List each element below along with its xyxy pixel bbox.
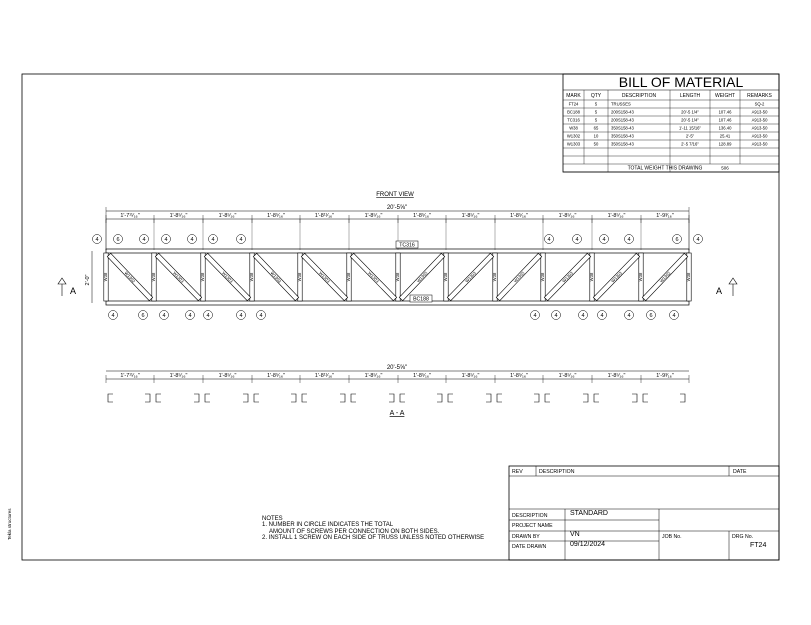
- bom-cell: 350S158-43: [611, 125, 634, 131]
- screw-count-text: 4: [239, 237, 243, 243]
- front-view-label: FRONT VIEW: [376, 192, 414, 198]
- c-profile-right: [389, 394, 394, 402]
- title-block: [509, 466, 779, 560]
- c-profile-left: [254, 394, 259, 402]
- diagonal-web: [593, 253, 640, 300]
- section-dim-text: 1'-8⁵⁄₁₆": [461, 373, 480, 379]
- bottom-chord-label: BC188: [413, 296, 429, 303]
- c-profile-right: [437, 394, 442, 402]
- section-mark-left-text: A: [70, 286, 77, 296]
- bom-cell: W1303: [566, 141, 581, 147]
- diagonal-web: [107, 253, 153, 300]
- c-profile-right: [340, 394, 345, 402]
- bom-cell: 200S158-43: [611, 109, 634, 115]
- diagonal-web-label: W1303: [464, 270, 478, 284]
- panel-dim-texts: [120, 213, 673, 219]
- vertical-web-label: W38: [443, 272, 449, 282]
- bom-total-value: 506: [721, 165, 729, 171]
- section-profiles: [108, 394, 685, 402]
- bom-cell: TC316: [567, 117, 580, 123]
- rev-label: REV: [512, 469, 523, 475]
- screw-count-text: 4: [164, 237, 168, 243]
- bom-cell: 5: [594, 117, 598, 123]
- screw-count-text: 4: [627, 313, 631, 319]
- bom-cell: 350S158-43: [611, 141, 634, 147]
- c-profile-right: [194, 394, 199, 402]
- panel-dim-text: 1'-8⁵⁄₁₆": [510, 213, 528, 219]
- screw-count-text: 4: [259, 313, 263, 319]
- diagonal-web-label: W1303: [366, 270, 380, 284]
- section-dim-text: 1'-8⁵⁄₁₆": [218, 373, 237, 379]
- bom-cell: 200S158-43: [611, 117, 634, 123]
- section-dim-text: 1'-8⁵⁄₁₆": [558, 373, 577, 379]
- screw-count-text: 4: [239, 313, 243, 319]
- panel-dim-text: 1'-8⁵⁄₁₆": [558, 213, 577, 219]
- top-chord: [106, 249, 689, 253]
- screw-count-text: 4: [188, 313, 192, 319]
- diagonal-web-label: W1303: [512, 270, 526, 284]
- date-drawn-label: DATE DRAWN: [512, 544, 547, 550]
- bom-cell: 50: [593, 141, 599, 147]
- c-profile-right: [145, 394, 150, 402]
- project-name-label: PROJECT NAME: [512, 523, 553, 529]
- diagonal-web: [253, 253, 299, 300]
- bom-cell: A913-50: [751, 141, 768, 147]
- section-dim-text: 1'-8⁵⁄₁₆": [169, 373, 188, 379]
- diagonal-web-label: W1303: [220, 270, 234, 284]
- bom-cell: FT24: [568, 101, 579, 107]
- screw-count-text: 4: [211, 237, 215, 243]
- bom-cell: 20'-5 1/4": [681, 109, 699, 115]
- diagonal-web: [350, 253, 397, 300]
- diagonal-web: [399, 253, 445, 300]
- bom-cell: A913-50: [751, 109, 768, 115]
- diagonal-web-label: W1303: [171, 270, 185, 284]
- vertical-web-label: W38: [395, 272, 401, 282]
- bom-cell: BC188: [567, 109, 580, 115]
- vertical-web-label: W38: [638, 272, 644, 282]
- section-dim-text: 1'-8⁵⁄₁₆": [267, 373, 285, 379]
- panel-dim-text: 1'-9³⁄₁₆": [656, 213, 674, 219]
- vertical-web-label: W38: [200, 272, 206, 282]
- screw-count-text: 4: [95, 237, 99, 243]
- screw-count-text: 4: [142, 237, 146, 243]
- vertical-web-label: W38: [103, 272, 109, 282]
- bom-total-label: TOTAL WEIGHT THIS DRAWING: [627, 165, 703, 172]
- sheet-border: [22, 74, 779, 560]
- screw-count-text: 4: [206, 313, 210, 319]
- c-profile-right: [243, 394, 248, 402]
- screw-count-text: 4: [190, 237, 194, 243]
- rev-description-label: DESCRIPTION: [539, 469, 575, 475]
- bom-cell: A913-50: [751, 133, 768, 139]
- bom-header: LENGTH: [679, 93, 701, 99]
- screw-count-text: 4: [627, 237, 631, 243]
- bom-header: REMARKS: [747, 93, 772, 99]
- bom-cell: 2'-5 7/16": [681, 141, 699, 147]
- section-dim-text: 1'-8⁵⁄₁₆": [510, 373, 528, 379]
- bom-cell: SQ-2: [754, 101, 765, 107]
- screw-count-text: 4: [162, 313, 166, 319]
- c-profile-left: [594, 394, 599, 402]
- diagonal-web: [301, 253, 348, 300]
- panel-dim-text: 1'-8⁵⁄₁₆": [218, 213, 237, 219]
- panel-dim-text: 1'-8⁵⁄₁₆": [607, 213, 626, 219]
- bom-cell: 5: [594, 101, 598, 107]
- bom-cell: 107.46: [718, 117, 732, 123]
- bom-cell: W1302: [566, 133, 581, 139]
- overall-dim-text: 20'-5⅝": [386, 205, 408, 211]
- diagonal-web: [544, 253, 591, 300]
- height-dim-text: 2'-0": [85, 274, 91, 286]
- drg-no-value: FT24: [750, 542, 767, 549]
- job-no-label: JOB No.: [662, 534, 682, 540]
- bom-header: DESCRIPTION: [621, 93, 657, 99]
- c-profile-left: [448, 394, 453, 402]
- screw-count-text: 4: [672, 313, 676, 319]
- vertical-web-label: W38: [151, 272, 157, 282]
- vertical-web-label: W38: [686, 272, 692, 282]
- vertical-web-label: W38: [492, 272, 498, 282]
- bom-cell: W38: [569, 125, 578, 131]
- bom-cell: 2'-5": [685, 133, 695, 139]
- section-dim-texts: [120, 373, 673, 379]
- vertical-web-label: W38: [297, 272, 303, 282]
- screw-count-text: 4: [554, 313, 558, 319]
- screw-count-text: 6: [675, 237, 679, 243]
- diagonal-web: [642, 253, 688, 300]
- c-profile-left: [108, 394, 113, 402]
- notes: [262, 516, 484, 541]
- screw-count-text: 4: [696, 237, 700, 243]
- screw-count-text: 6: [116, 237, 120, 243]
- bom-cell: A913-50: [751, 117, 768, 123]
- c-profile-left: [545, 394, 550, 402]
- section-dim-text: 1'-8⁵⁄₁₆": [364, 373, 383, 379]
- diagonal-web-label: W1303: [610, 270, 624, 284]
- section-mark-right: [716, 278, 737, 296]
- screw-count-text: 6: [649, 313, 653, 319]
- screw-count-text: 4: [602, 237, 606, 243]
- section-mark-right-text: A: [716, 286, 723, 296]
- bom-title: BILL OF MATERIAL: [618, 74, 744, 90]
- screw-count-text: 4: [533, 313, 537, 319]
- bottom-chord: [106, 301, 689, 305]
- bom-cell: 350S158-43: [611, 133, 634, 139]
- diagonal-web-label: W1303: [269, 270, 283, 284]
- c-profile-left: [643, 394, 648, 402]
- note-line-1: 1. NUMBER IN CIRCLE INDICATES THE TOTAL: [262, 522, 394, 529]
- bom-cell: 1'-11 15/16": [679, 125, 701, 131]
- diagonal-web: [204, 253, 251, 300]
- c-profile-right: [534, 394, 539, 402]
- bom-cell: 5: [594, 109, 598, 115]
- diagonal-web-label: W1303: [415, 270, 429, 284]
- truss-members: [103, 253, 691, 301]
- diagonal-web: [155, 253, 202, 300]
- bom-cell: TRUSSES: [611, 101, 631, 107]
- panel-dim-text: 1'-8⁵⁄₁₆": [169, 213, 188, 219]
- panel-dim-text: 1'-8⁵⁄₁₆": [461, 213, 480, 219]
- panel-dim-text: 1'-8⁵⁄₁₆": [267, 213, 285, 219]
- c-profile-left: [205, 394, 210, 402]
- c-profile-right: [680, 394, 685, 402]
- screw-count-text: 4: [575, 237, 579, 243]
- diagonal-web-label: W1303: [561, 270, 575, 284]
- bom-cell: 128.89: [718, 141, 732, 147]
- diagonal-web-label: W1302: [658, 270, 672, 284]
- section-dim-text: 1'-8⁵⁄₁₆": [607, 373, 626, 379]
- section-mark-left: [58, 278, 76, 296]
- software-side-label: Tekla structures: [7, 508, 12, 540]
- c-profile-left: [156, 394, 161, 402]
- section-dim-text: 1'-7¹¹⁄₁₆": [120, 373, 140, 379]
- notes-heading: NOTES: [262, 516, 283, 522]
- screw-count-text: 6: [141, 313, 145, 319]
- panel-dim-text: 1'-8⁵⁄₁₆": [364, 213, 383, 219]
- bom-cell: 10: [593, 133, 599, 139]
- c-profile-right: [583, 394, 588, 402]
- diagonal-web: [496, 253, 542, 300]
- drg-no-label: DRG No.: [732, 534, 754, 540]
- section-overall-dim-text: 20'-5⅝": [386, 365, 408, 371]
- c-profile-left: [351, 394, 356, 402]
- c-profile-left: [302, 394, 307, 402]
- bom-cell: 107.46: [718, 109, 732, 115]
- diagonal-web-label: W1302: [123, 270, 137, 284]
- bom-cell: 136.40: [718, 125, 732, 131]
- c-profile-right: [632, 394, 637, 402]
- screw-count-text: 4: [600, 313, 604, 319]
- bom-header: MARK: [566, 93, 581, 99]
- bom-header: QTY: [590, 93, 602, 99]
- screw-count-text: 4: [547, 237, 551, 243]
- panel-dim-text: 1'-8¹¹⁄₁₆": [314, 213, 335, 219]
- drawn-by-value: VN: [570, 531, 580, 538]
- note-line-3: 2. INSTALL 1 SCREW ON EACH SIDE OF TRUSS UNLESS NOTED OTHERWISE: [262, 534, 485, 541]
- section-dim-text: 1'-9³⁄₁₆": [656, 373, 674, 379]
- vertical-web-label: W38: [589, 272, 595, 282]
- bom-cell: 25.41: [719, 133, 731, 139]
- diagonal-web: [447, 253, 494, 300]
- section-title: A - A: [389, 410, 405, 417]
- bom-cell: 20'-5 1/4": [681, 117, 699, 123]
- note-line-2: AMOUNT OF SCREWS PER CONNECTION ON BOTH SIDES.: [269, 528, 440, 535]
- bom-cell: 65: [593, 125, 599, 131]
- screw-count-text: 4: [111, 313, 115, 319]
- date-drawn-value: 09/12/2024: [570, 541, 606, 548]
- c-profile-right: [486, 394, 491, 402]
- description-value: STANDARD: [570, 510, 608, 517]
- rev-date-label: DATE: [733, 469, 747, 475]
- diagonal-web-label: W1303: [317, 270, 331, 284]
- panel-dim-text: 1'-8⁵⁄₁₆": [413, 213, 431, 219]
- panel-dim-text: 1'-7¹¹⁄₁₆": [120, 213, 140, 219]
- vertical-web-label: W38: [249, 272, 255, 282]
- bill-of-material: [563, 74, 779, 172]
- description-label: DESCRIPTION: [512, 513, 548, 519]
- vertical-web-label: W38: [346, 272, 352, 282]
- bom-cell: A913-50: [751, 125, 768, 131]
- drawn-by-label: DRAWN BY: [512, 534, 540, 540]
- vertical-web-label: W38: [540, 272, 546, 282]
- top-chord-label: TC316: [399, 242, 415, 249]
- section-dim-text: 1'-8⁵⁄₁₆": [413, 373, 431, 379]
- c-profile-left: [497, 394, 502, 402]
- bom-header: WEIGHT: [715, 93, 735, 99]
- c-profile-left: [400, 394, 405, 402]
- section-dim-text: 1'-8¹¹⁄₁₆": [314, 373, 335, 379]
- c-profile-right: [291, 394, 296, 402]
- screw-count-text: 4: [581, 313, 585, 319]
